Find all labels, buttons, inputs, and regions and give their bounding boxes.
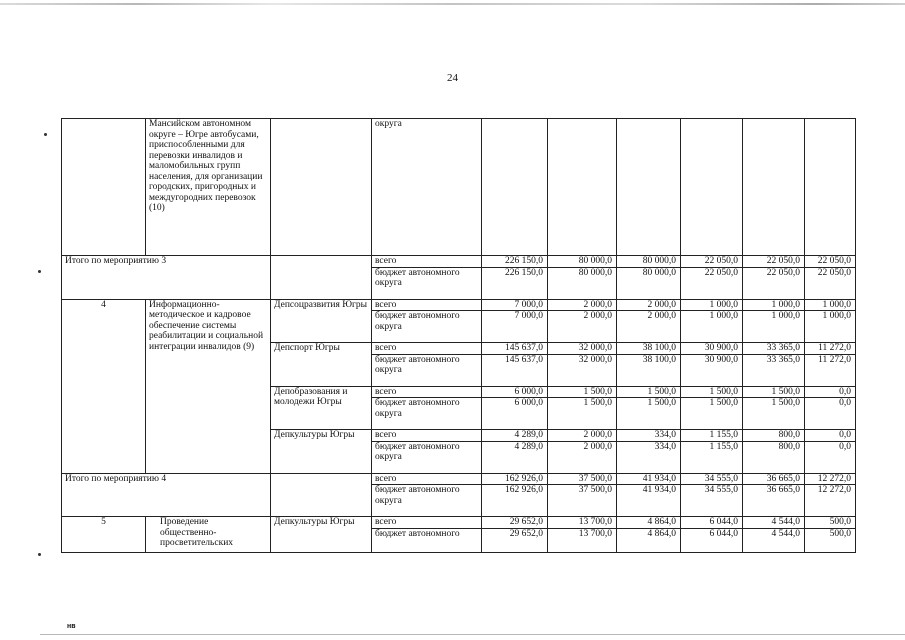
funding-source: бюджет автономного — [372, 528, 482, 552]
scan-dot — [38, 270, 41, 273]
value-cell: 1 500,0 — [617, 398, 681, 430]
value-cell: 22 050,0 — [743, 256, 805, 268]
table-row — [62, 256, 856, 268]
scan-edge-top — [0, 3, 905, 5]
value-cell: 4 544,0 — [743, 517, 805, 529]
scan-dot — [38, 553, 41, 556]
value-cell: 80 000,0 — [617, 267, 681, 299]
value-cell: 22 050,0 — [681, 267, 743, 299]
value-cell: 1 000,0 — [681, 311, 743, 343]
value-cell: 4 544,0 — [743, 528, 805, 552]
value-cell: 13 700,0 — [548, 528, 617, 552]
value-cell: 22 050,0 — [743, 267, 805, 299]
funding-source: всего — [372, 343, 482, 355]
executor-cell — [271, 256, 372, 300]
value-cell: 36 665,0 — [743, 473, 805, 485]
value-cell: 1 500,0 — [548, 386, 617, 398]
value-cell: 4 289,0 — [482, 441, 548, 473]
value-cell: 29 652,0 — [482, 528, 548, 552]
value-cell: 22 050,0 — [805, 256, 856, 268]
value-cell: 0,0 — [805, 398, 856, 430]
funding-source: всего — [372, 386, 482, 398]
value-cell: 12 272,0 — [805, 485, 856, 517]
value-cell: 1 155,0 — [681, 441, 743, 473]
funding-source: бюджет автономного округа — [372, 398, 482, 430]
value-cell: 22 050,0 — [805, 267, 856, 299]
value-cell: 80 000,0 — [548, 256, 617, 268]
value-cell: 1 500,0 — [681, 386, 743, 398]
value-cell: 6 044,0 — [681, 517, 743, 529]
value-cell: 34 555,0 — [681, 473, 743, 485]
value-cell: 11 272,0 — [805, 343, 856, 355]
executor-cell — [271, 473, 372, 517]
value-cell: 0,0 — [805, 430, 856, 442]
value-cell: 1 000,0 — [805, 311, 856, 343]
scan-dot — [44, 133, 47, 136]
value-cell: 2 000,0 — [548, 299, 617, 311]
value-cell: 0,0 — [805, 441, 856, 473]
value-cell: 22 050,0 — [681, 256, 743, 268]
value-cell: 800,0 — [743, 441, 805, 473]
value-cell: 145 637,0 — [482, 343, 548, 355]
value-cell: 334,0 — [617, 430, 681, 442]
executor-name: Депсоцразвития Югры — [271, 299, 372, 343]
funding-source: всего — [372, 517, 482, 529]
table-row — [62, 473, 856, 485]
table-row — [62, 517, 856, 529]
value-cell: 1 500,0 — [743, 398, 805, 430]
value-cell: 1 155,0 — [681, 430, 743, 442]
value-cell: 7 000,0 — [482, 299, 548, 311]
value-cell: 13 700,0 — [548, 517, 617, 529]
value-cell: 1 000,0 — [681, 299, 743, 311]
value-cell: 1 000,0 — [805, 299, 856, 311]
value-cell: 4 864,0 — [617, 517, 681, 529]
value-cell: 1 500,0 — [548, 398, 617, 430]
scan-edge-bottom — [40, 634, 905, 635]
funding-source: всего — [372, 299, 482, 311]
value-cell: 12 272,0 — [805, 473, 856, 485]
value-cell: 30 900,0 — [681, 343, 743, 355]
value-cell: 41 934,0 — [617, 473, 681, 485]
value-cell: 0,0 — [805, 386, 856, 398]
value-cell: 500,0 — [805, 517, 856, 529]
value-cell: 226 150,0 — [482, 256, 548, 268]
funding-source: всего — [372, 256, 482, 268]
executor-name: Депспорт Югры — [271, 343, 372, 387]
executor-name: Депобразования и молодежи Югры — [271, 386, 372, 430]
value-cell: 80 000,0 — [617, 256, 681, 268]
value-cell: 4 289,0 — [482, 430, 548, 442]
table-row — [62, 119, 856, 256]
value-cell: 162 926,0 — [482, 485, 548, 517]
event-description: Мансийском автономном округе – Югре автобусами, приспособленными для перевозки инвалидов и маломобильных групп населения, для организации городских, пригородных и междугородних перевозок (10) — [146, 119, 271, 256]
value-cell: 80 000,0 — [548, 267, 617, 299]
funding-source: бюджет автономного округа — [372, 354, 482, 386]
value-cell: 11 272,0 — [805, 354, 856, 386]
num-cell — [62, 119, 146, 256]
event-description: Информационно-методическое и кадровое обеспечение системы реабилитации и социальной интеграции инвалидов (9) — [146, 299, 271, 473]
value-cell: 2 000,0 — [548, 430, 617, 442]
value-cell: 226 150,0 — [482, 267, 548, 299]
value-cell: 162 926,0 — [482, 473, 548, 485]
total-label: Итого по мероприятию 3 — [62, 256, 271, 300]
value-cell: 32 000,0 — [548, 343, 617, 355]
value-cell: 34 555,0 — [681, 485, 743, 517]
value-cell: 145 637,0 — [482, 354, 548, 386]
funding-source: бюджет автономного округа — [372, 311, 482, 343]
event-number: 4 — [62, 299, 146, 473]
value-cell: 37 500,0 — [548, 473, 617, 485]
funding-source: всего — [372, 430, 482, 442]
value-cell: 2 000,0 — [548, 311, 617, 343]
value-cell: 30 900,0 — [681, 354, 743, 386]
value-cell: 800,0 — [743, 430, 805, 442]
value-cell: 334,0 — [617, 441, 681, 473]
value-cell: 6 000,0 — [482, 386, 548, 398]
value-cell: 36 665,0 — [743, 485, 805, 517]
value-cell: 33 365,0 — [743, 343, 805, 355]
page-number: 24 — [447, 72, 458, 84]
total-label: Итого по мероприятию 4 — [62, 473, 271, 517]
value-cell: 1 500,0 — [681, 398, 743, 430]
value-cell: 1 500,0 — [743, 386, 805, 398]
executor-cell — [271, 119, 372, 256]
value-cell: 7 000,0 — [482, 311, 548, 343]
event-number: 5 — [62, 517, 146, 553]
value-cell: 32 000,0 — [548, 354, 617, 386]
value-cell: 1 000,0 — [743, 311, 805, 343]
value-cell: 38 100,0 — [617, 354, 681, 386]
funding-source: бюджет автономного округа — [372, 441, 482, 473]
value-cell: 29 652,0 — [482, 517, 548, 529]
event-description: Проведение общественно-просветительских — [146, 517, 271, 553]
executor-name: Депкультуры Югры — [271, 430, 372, 474]
value-cell: 1 500,0 — [617, 386, 681, 398]
value-cell: 2 000,0 — [617, 299, 681, 311]
budget-table — [61, 118, 856, 553]
funding-source: всего — [372, 473, 482, 485]
value-cell: 2 000,0 — [548, 441, 617, 473]
funding-source: бюджет автономного округа — [372, 267, 482, 299]
funding-source: бюджет автономного округа — [372, 485, 482, 517]
value-cell: 2 000,0 — [617, 311, 681, 343]
value-cell: 33 365,0 — [743, 354, 805, 386]
footer-mark: нв — [67, 623, 76, 630]
value-cell: 6 000,0 — [482, 398, 548, 430]
value-cell: 41 934,0 — [617, 485, 681, 517]
value-cell: 37 500,0 — [548, 485, 617, 517]
value-cell: 6 044,0 — [681, 528, 743, 552]
value-cell: 38 100,0 — [617, 343, 681, 355]
value-cell: 1 000,0 — [743, 299, 805, 311]
table-row — [62, 299, 856, 311]
value-cell: 4 864,0 — [617, 528, 681, 552]
executor-name: Депкультуры Югры — [271, 517, 372, 553]
value-cell: 500,0 — [805, 528, 856, 552]
funding-source: округа — [372, 119, 482, 256]
